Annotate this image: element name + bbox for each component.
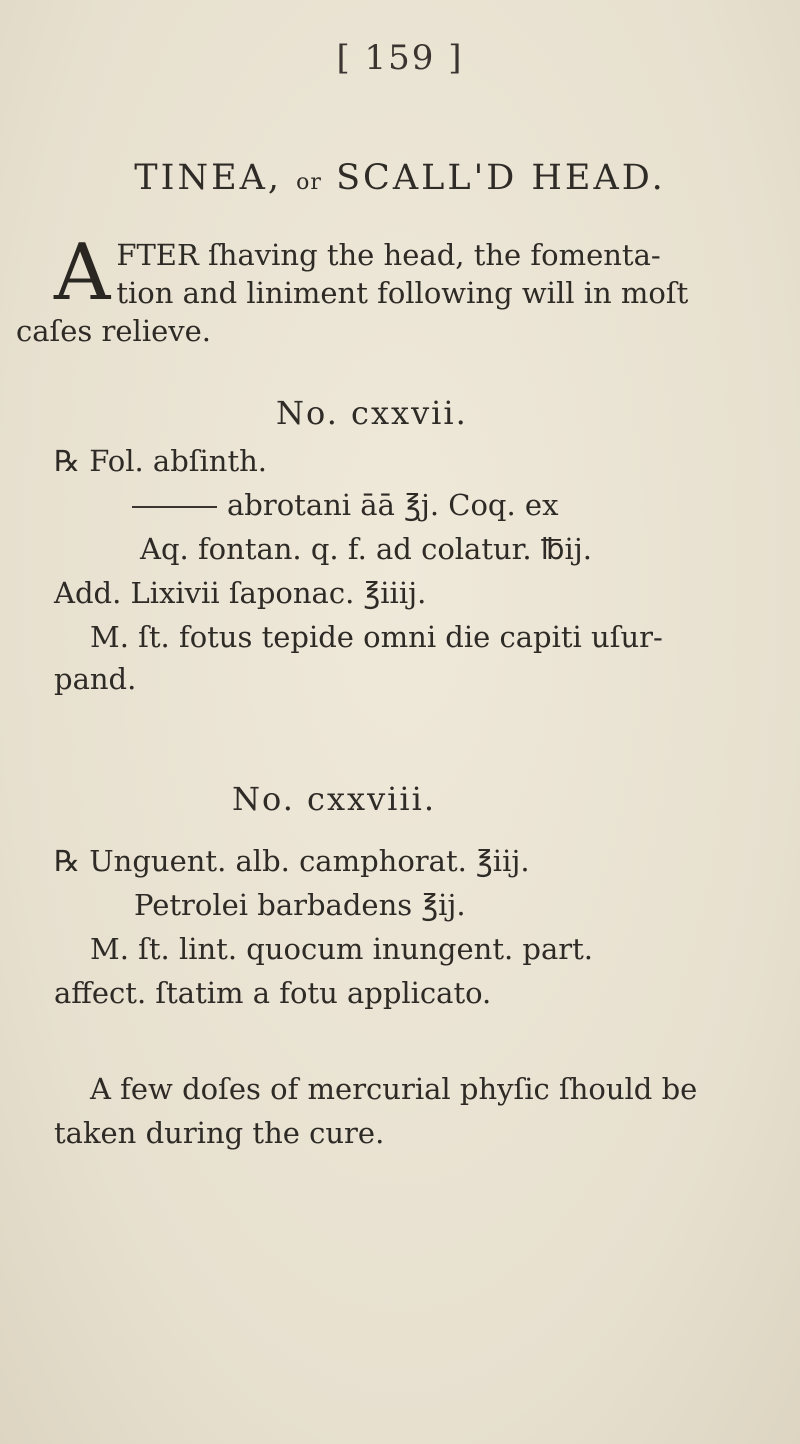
intro-paragraph (16, 228, 784, 350)
closing-line-2: taken during the cure. (54, 1116, 385, 1150)
recipe-2-line-4: affect. ſtatim a fotu applicato. (54, 976, 492, 1010)
ditto-dash (132, 506, 217, 508)
intro-line-2: tion and liniment following will in moſt (116, 276, 689, 310)
recipe-1-line-2-text: abrotani āā ℥j. Coq. ex (227, 488, 559, 522)
recipe-1-line-6: pand. (54, 662, 137, 696)
recipe-1-line-4: Add. Lixivii ſaponac. ℥iiij. (54, 576, 427, 610)
closing-line-1: A few doſes of mercurial phyſic ſhould be (90, 1072, 698, 1106)
recipe-1-line-1: ℞ Fol. abſinth. (54, 444, 268, 478)
intro-line-1: FTER ſhaving the head, the fomenta- (116, 238, 661, 272)
recipe-2-line-3: M. ſt. lint. quocum inungent. part. (90, 932, 593, 966)
recipe-2-line-2: Petrolei barbadens ℥ij. (134, 888, 466, 922)
page-number: [ 159 ] (336, 38, 464, 78)
recipe-2-line-1: ℞ Unguent. alb. camphorat. ℥iij. (54, 844, 530, 878)
recipe-1-heading: No. cxxvii. (276, 394, 468, 432)
intro-line-3: caſes relieve. (16, 314, 212, 348)
recipe-1-line-3: Aq. fontan. q. f. ad colatur. ℔ij. (140, 532, 592, 566)
title-part-tinea: TINEA, (134, 158, 283, 198)
drop-cap: A (54, 228, 111, 318)
recipe-2-heading: No. cxxviii. (232, 780, 437, 818)
page-title (0, 158, 800, 198)
title-part-or: or (296, 170, 322, 195)
title-part-scalld-head: SCALL'D HEAD. (336, 158, 666, 198)
recipe-1-line-2 (132, 486, 558, 524)
recipe-1-line-5: M. ſt. fotus tepide omni die capiti uſur- (90, 620, 663, 654)
